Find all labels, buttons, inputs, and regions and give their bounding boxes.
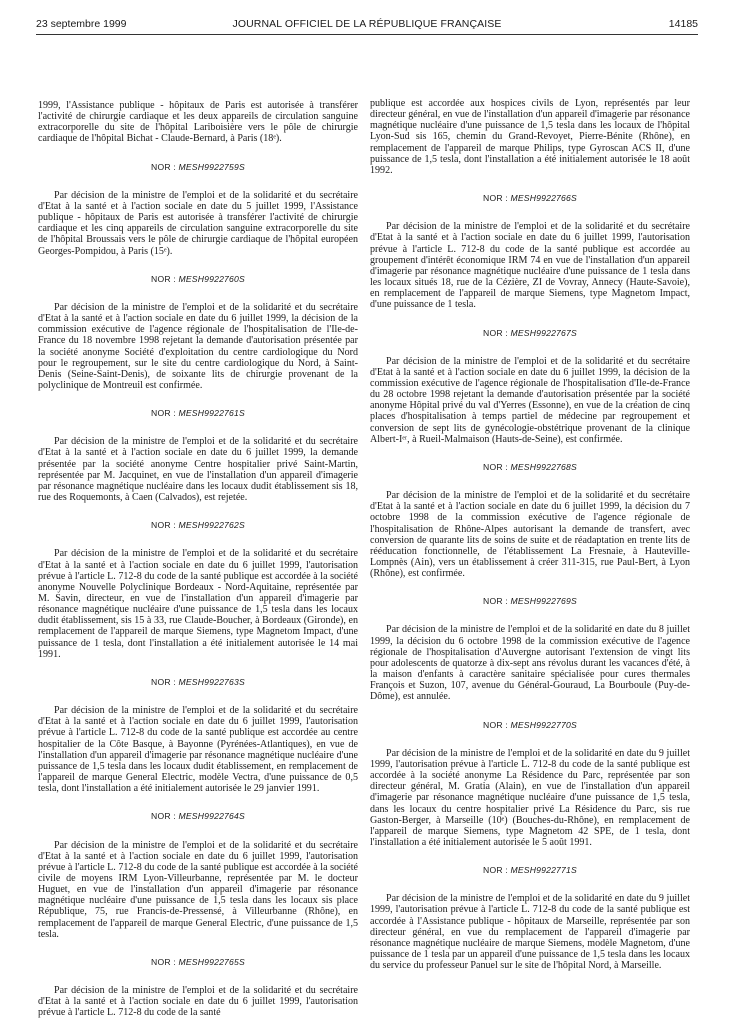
nor-reference	[38, 677, 358, 688]
nor-reference	[38, 811, 358, 822]
right-column	[370, 98, 690, 971]
nor-reference	[370, 462, 690, 473]
nor-code: MESH9922762S	[178, 520, 245, 531]
nor-label: NOR :	[483, 327, 508, 338]
nor-reference	[38, 274, 358, 285]
decision-paragraph: Par décision de la ministre de l'emploi et de la solidarité et du secrétaire d'Etat à la santé et à l'action sociale en date du 5 juillet 1999, l'Assistance publique - hôpitaux de Paris est autorisée à transférer l'activité de chirurgie cardiaque et les cinq appareils de circulation sanguine extracorporelle du site de l'hôpital Broussais vers le pôle de chirurgie cardiaque de l'hôpital européen Georges-Pompidou, à Paris (15ᵉ).	[38, 189, 358, 257]
nor-code: MESH9922761S	[178, 408, 245, 419]
page-header	[36, 18, 698, 34]
nor-reference	[370, 328, 690, 339]
nor-code: MESH9922759S	[178, 161, 245, 172]
nor-code: MESH9922767S	[510, 327, 577, 338]
nor-code: MESH9922760S	[178, 273, 245, 284]
nor-label: NOR :	[151, 161, 176, 172]
decision-paragraph: Par décision de la ministre de l'emploi et de la solidarité et du secrétaire d'Etat à la santé et à l'action sociale en date du 6 juillet 1999, l'autorisation prévue à l'article L. 712-8 du code de la santé	[38, 985, 358, 1019]
nor-label: NOR :	[483, 596, 508, 607]
decision-paragraph: Par décision de la ministre de l'emploi et de la solidarité et du secrétaire d'Etat à la santé et à l'action sociale en date du 6 juillet 1999, l'autorisation prévue à l'article L. 712-8 du code de la santé publique est accordée au groupement d'intérêt économique IRM 74 en vue de l'installation d'un appareil d'imagerie par résonance magnétique nucléaire d'une puissance de 1 tesla dans les locaux situés 18, rue de la Cézière, ZI de Vovray, Annecy (Haute-Savoie), en remplacement de l'appareil de marque Siemens, type Magnetom Impact, d'une puissance de 1 tesla.	[370, 221, 690, 311]
nor-reference	[38, 957, 358, 968]
decision-paragraph: Par décision de la ministre de l'emploi et de la solidarité en date du 8 juillet 1999, la décision du 6 octobre 1998 de la commission exécutive de l'agence régionale de l'hospitalisation d'Auvergne autorisant l'extension de vingt lits pour adolescents de quatorze à dix-sept ans révolus durant les vacances d'été, à la maison d'enfants à caractère sanitaire spécialisée pour cures thermales François et Suzon, 107, avenue du Général-Gouraud, La Bourboule (Puy-de-Dôme), est annulée.	[370, 624, 690, 703]
decision-paragraph: Par décision de la ministre de l'emploi et de la solidarité et du secrétaire d'Etat à la santé et à l'action sociale en date du 6 juillet 1999, la demande présentée par la société anonyme Centre hospitalier privé Saint-Martin, représentée par M. Jacquinet, en vue de l'installation d'un appareil d'imagerie par résonance magnétique nucléaire dans les locaux dudit établissement sis 18, rue des Roquemonts, à Caen (Calvados), est rejetée.	[38, 436, 358, 504]
nor-label: NOR :	[151, 408, 176, 419]
nor-label: NOR :	[151, 811, 176, 822]
nor-code: MESH9922766S	[510, 193, 577, 204]
decision-paragraph: Par décision de la ministre de l'emploi et de la solidarité et du secrétaire d'Etat à la santé et à l'action sociale en date du 6 juillet 1999, l'autorisation prévue à l'article L. 712-8 du code de la santé publique est accordée à la société anonyme Nouvelle Polyclinique Bordeaux - Nord-Aquitaine, représentée par M. Savin, directeur, en vue de l'installation d'un appareil d'imagerie par résonance magnétique nucléaire d'une puissance de 1,5 tesla dans les locaux dudit établissement, sis 15 à 33, rue Claude-Boucher, à Bordeaux (Gironde), en remplacement de l'appareil de marque Siemens, type Magnetom Impact, d'une puissance de 1 tesla, dont l'installation a été initialement autorisée le 14 mai 1991.	[38, 548, 358, 660]
decision-paragraph: Par décision de la ministre de l'emploi et de la solidarité et du secrétaire d'Etat à la santé et à l'action sociale en date du 6 juillet 1999, la décision de la commission exécutive de l'agence régionale de l'hospitalisation de l'Ile-de-France du 18 novembre 1998 rejetant la demande d'autorisation présentée par la société anonyme Société d'exploitation du centre cardiologique du Nord pour le regroupement, sur le site du centre cardiologique du Nord, à Saint-Denis (Seine-Saint-Denis), de soixante lits de chirurgie provenant de la polyclinique de Montreuil est confirmée.	[38, 301, 358, 391]
nor-label: NOR :	[483, 461, 508, 472]
nor-code: MESH9922771S	[510, 865, 577, 876]
left-column	[38, 100, 358, 1019]
nor-reference	[38, 520, 358, 531]
continued-paragraph: publique est accordée aux hospices civils de Lyon, représentés par leur directeur général, en vue de l'installation d'un appareil d'imagerie par résonance magnétique nucléaire d'une puissance de 1,5 tesla dans les locaux de l'hôpital Lyon-Sud sis 165, chemin du Grand-Revoyet, Pierre-Bénite (Rhône), en remplacement de l'appareil de marque Philips, type Gyroscan ACS II, d'une puissance de 1,5 tesla, dont l'installation a été initialement autorisée le 18 août 1992.	[370, 98, 690, 176]
header-date: 23 septembre 1999	[36, 18, 127, 30]
nor-reference	[38, 408, 358, 419]
header-page-number: 14185	[668, 18, 698, 30]
nor-label: NOR :	[151, 273, 176, 284]
nor-label: NOR :	[151, 676, 176, 687]
nor-label: NOR :	[151, 956, 176, 967]
nor-label: NOR :	[483, 193, 508, 204]
decision-paragraph: Par décision de la ministre de l'emploi et de la solidarité et du secrétaire d'Etat à la santé et à l'action sociale en date du 6 juillet 1999, l'autorisation prévue à l'article L. 712-8 du code de la santé publique est accordée au centre hospitalier de la Côte Basque, à Bayonne (Pyrénées-Atlantiques), en vue de l'installation d'un appareil d'imagerie par résonance magnétique nucléaire d'une puissance de 1,5 tesla dans les locaux dudit établissement, en remplacement de l'appareil de marque General Electric, modèle Vectra, d'une puissance de 0,5 tesla, dont l'installation a été initialement autorisée le 29 janvier 1991.	[38, 705, 358, 795]
nor-label: NOR :	[151, 520, 176, 531]
continued-paragraph: 1999, l'Assistance publique - hôpitaux de Paris est autorisée à transférer l'activité de chirurgie cardiaque et les deux appareils de circulation sanguine extracorporelle du site de l'hôpital Lariboisière vers le pôle de chirurgie cardiaque de l'hôpital Bichat - Claude-Bernard, à Paris (18ᵉ).	[38, 100, 358, 145]
decision-paragraph: Par décision de la ministre de l'emploi et de la solidarité en date du 9 juillet 1999, l'autorisation prévue à l'article L. 712-8 du code de la santé publique est accordée à l'Assistance publique - hôpitaux de Marseille, représentée par son directeur général, en vue du remplacement de l'appareil d'imagerie par résonance magnétique nucléaire de marque Siemens, modèle Magnetom, d'une puissance de 1 tesla par un appareil d'une puissance de 1,5 tesla dans les locaux du service du professeur Panuel sur le site de l'hôpital Nord, à Marseille.	[370, 893, 690, 972]
nor-code: MESH9922768S	[510, 461, 577, 472]
nor-reference	[370, 596, 690, 607]
header-rule	[36, 34, 698, 35]
nor-reference	[38, 162, 358, 173]
decision-paragraph: Par décision de la ministre de l'emploi et de la solidarité et du secrétaire d'Etat à la santé et à l'action sociale en date du 6 juillet 1999, la décision de la commission exécutive de l'agence régionale de l'hospitalisation d'Ile-de-France du 28 octobre 1998 rejetant la demande d'autorisation présentée par la société anonyme Hôpital privé du val d'Yerres (Essonne), en vue de la création de cinq places d'hospitalisation à temps partiel de médecine par regroupement et conversion de sept lits de gynécologie-obstétrique provenant de la clinique Albert-Iᵉʳ, à Rueil-Malmaison (Hauts-de-Seine), est confirmée.	[370, 355, 690, 445]
nor-reference	[370, 720, 690, 731]
nor-code: MESH9922769S	[510, 596, 577, 607]
nor-reference	[370, 193, 690, 204]
nor-reference	[370, 865, 690, 876]
decision-paragraph: Par décision de la ministre de l'emploi et de la solidarité et du secrétaire d'Etat à la santé et à l'action sociale en date du 6 juillet 1999, la décision du 7 octobre 1998 de la commission exécutive de l'agence régionale de l'hospitalisation de Rhône-Alpes autorisant la demande de transfert, avec conversion de quarante lits de soins de suite et de réadaptation en trente lits de rééducation fonctionnelle, de l'établissement La Fresnaie, à Hauteville-Lompnès (Ain), vers un établissement à créer 311-315, rue Paul-Bert, à Lyon (Rhône), est confirmée.	[370, 490, 690, 580]
nor-code: MESH9922765S	[178, 956, 245, 967]
nor-code: MESH9922764S	[178, 811, 245, 822]
nor-code: MESH9922770S	[510, 719, 577, 730]
nor-code: MESH9922763S	[178, 676, 245, 687]
decision-paragraph: Par décision de la ministre de l'emploi et de la solidarité en date du 9 juillet 1999, l'autorisation prévue à l'article L. 712-8 du code de la santé publique est accordée à la société anonyme La Résidence du Parc, représentée par son directeur général, M. Gratia (Alain), en vue de l'installation d'un appareil d'imagerie par résonance magnétique nucléaire d'une puissance de 1,5 tesla, dans les locaux du centre hospitalier privé La Résidence du Parc, sis rue Gaston-Berger, à Marseille (10ᵉ) (Bouches-du-Rhône), en remplacement de l'appareil de marque Siemens, type Magnetom 42 SPE, de 1 tesla, dont l'installation a été initialement autorisée le 5 août 1991.	[370, 747, 690, 848]
nor-label: NOR :	[483, 719, 508, 730]
header-journal-title: JOURNAL OFFICIEL DE LA RÉPUBLIQUE FRANÇAISE	[232, 18, 502, 30]
nor-label: NOR :	[483, 865, 508, 876]
decision-paragraph: Par décision de la ministre de l'emploi et de la solidarité et du secrétaire d'Etat à la santé et à l'action sociale en date du 6 juillet 1999, l'autorisation prévue à l'article L. 712-8 du code de la santé publique est accordée à la société civile de moyens IRM Lyon-Villeurbanne, représentée par M. le docteur Huguet, en vue de l'installation d'un appareil d'imagerie par résonance magnétique nucléaire d'une puissance de 1,5 tesla dans les locaux sis place République, 75, rue Francis-de-Pressensé, à Villeurbanne (Rhône), en remplacement de l'appareil de marque General Electric, d'une puissance de 1,5 tesla.	[38, 839, 358, 940]
